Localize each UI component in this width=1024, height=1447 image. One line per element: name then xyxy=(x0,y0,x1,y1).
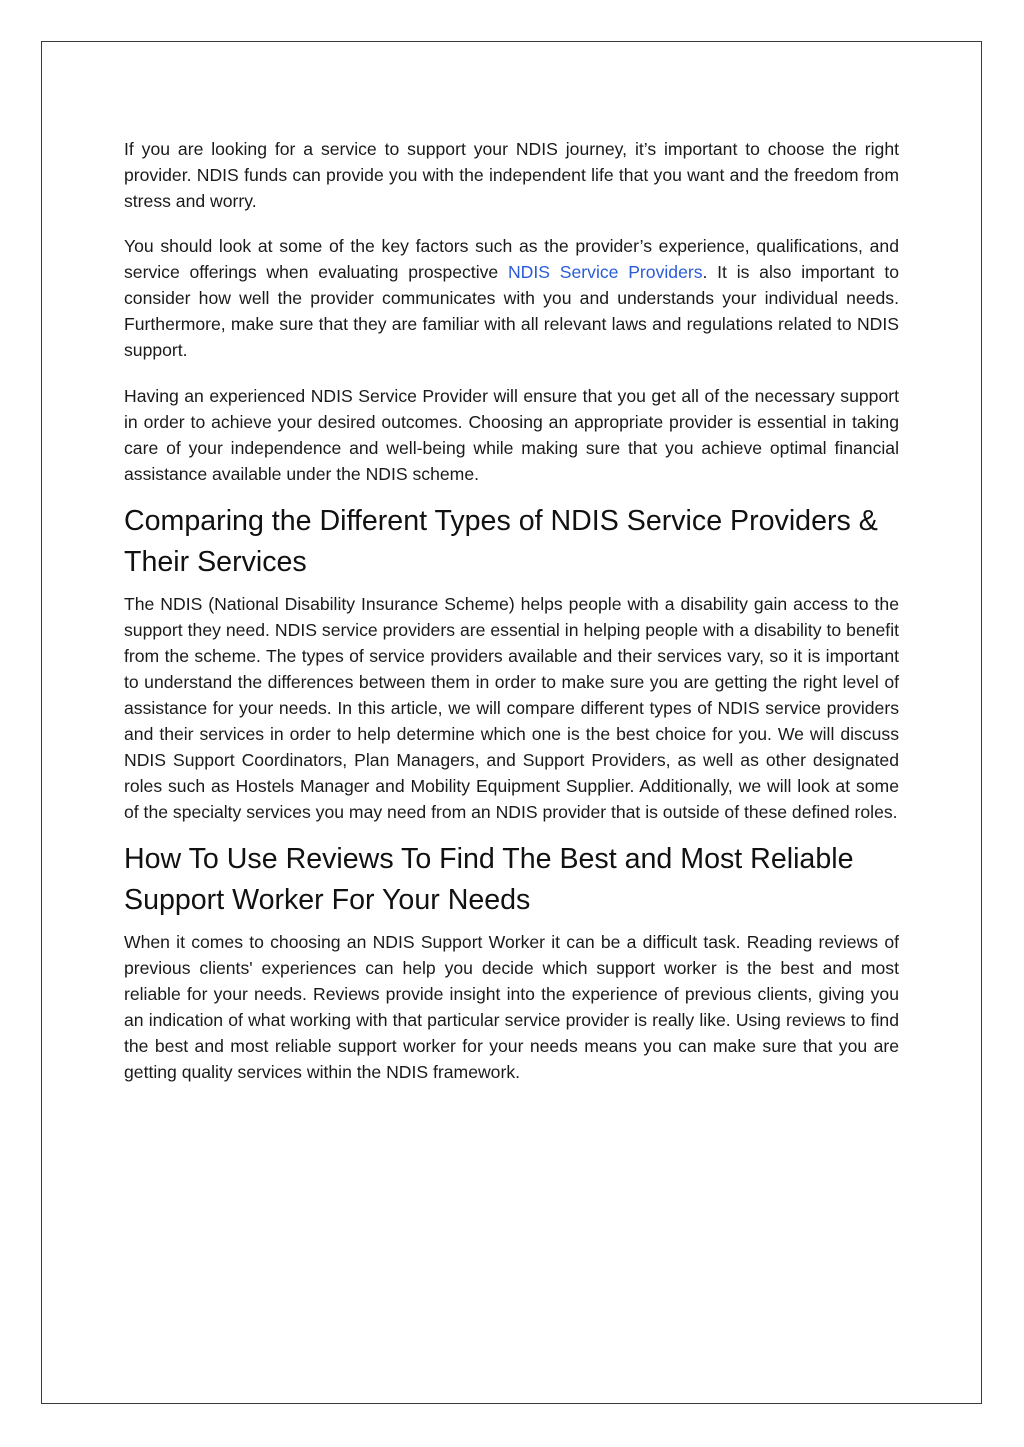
intro-paragraph: If you are looking for a service to support your NDIS journey, it’s important to choose the right provider. NDIS funds can provide you with the independent life that you want and the freedom from stress and worry. xyxy=(124,139,899,211)
section-body-reviews: When it comes to choosing an NDIS Support Worker it can be a difficult task. Reading reviews of previous clients' experiences can help you decide which support worker is the best and most reliable for your needs. Reviews provide insight into the experience of previous clients, giving you an indication of what working with that particular service provider is really like. Using reviews to find the best and most reliable support worker for your needs means you can make sure that you are getting quality services within the NDIS framework. xyxy=(124,932,899,1082)
factors-text-after-link: . It is also important to consider how well the provider communicates with you and understands your individual needs. Furthermore, make sure that they are familiar with all relevant laws and regulations related to NDIS support. xyxy=(124,262,899,360)
experience-paragraph: Having an experienced NDIS Service Provider will ensure that you get all of the necessary support in order to achieve your desired outcomes. Choosing an appropriate provider is essential in taking care of your independence and well-being while making sure that you achieve optimal financial assistance available under the NDIS scheme. xyxy=(124,386,899,484)
section-heading-reviews: How To Use Reviews To Find The Best and Most Reliable Support Worker For Your Needs xyxy=(124,843,854,916)
factors-text-before-link: You should look at some of the key factors such as the provider’s experience, qualifications, and service offerings when evaluating prospective xyxy=(124,236,899,282)
document-body xyxy=(124,136,899,1105)
section-body-comparing: The NDIS (National Disability Insurance Scheme) helps people with a disability gain access to the support they need. NDIS service providers are essential in helping people with a disability to benefit from the scheme. The types of service providers available and their services vary, so it is important to understand the differences between them in order to make sure you are getting the right level of assistance for your needs. In this article, we will compare different types of NDIS service providers and their services in order to help determine which one is the best choice for you. We will discuss NDIS Support Coordinators, Plan Managers, and Support Providers, as well as other designated roles such as Hostels Manager and Mobility Equipment Supplier. Additionally, we will look at some of the specialty services you may need from an NDIS provider that is outside of these defined roles. xyxy=(124,594,899,822)
factors-paragraph xyxy=(124,233,899,363)
ndis-service-providers-link[interactable]: NDIS Service Providers xyxy=(507,262,703,282)
section-heading-comparing: Comparing the Different Types of NDIS Service Providers & Their Services xyxy=(124,505,878,578)
